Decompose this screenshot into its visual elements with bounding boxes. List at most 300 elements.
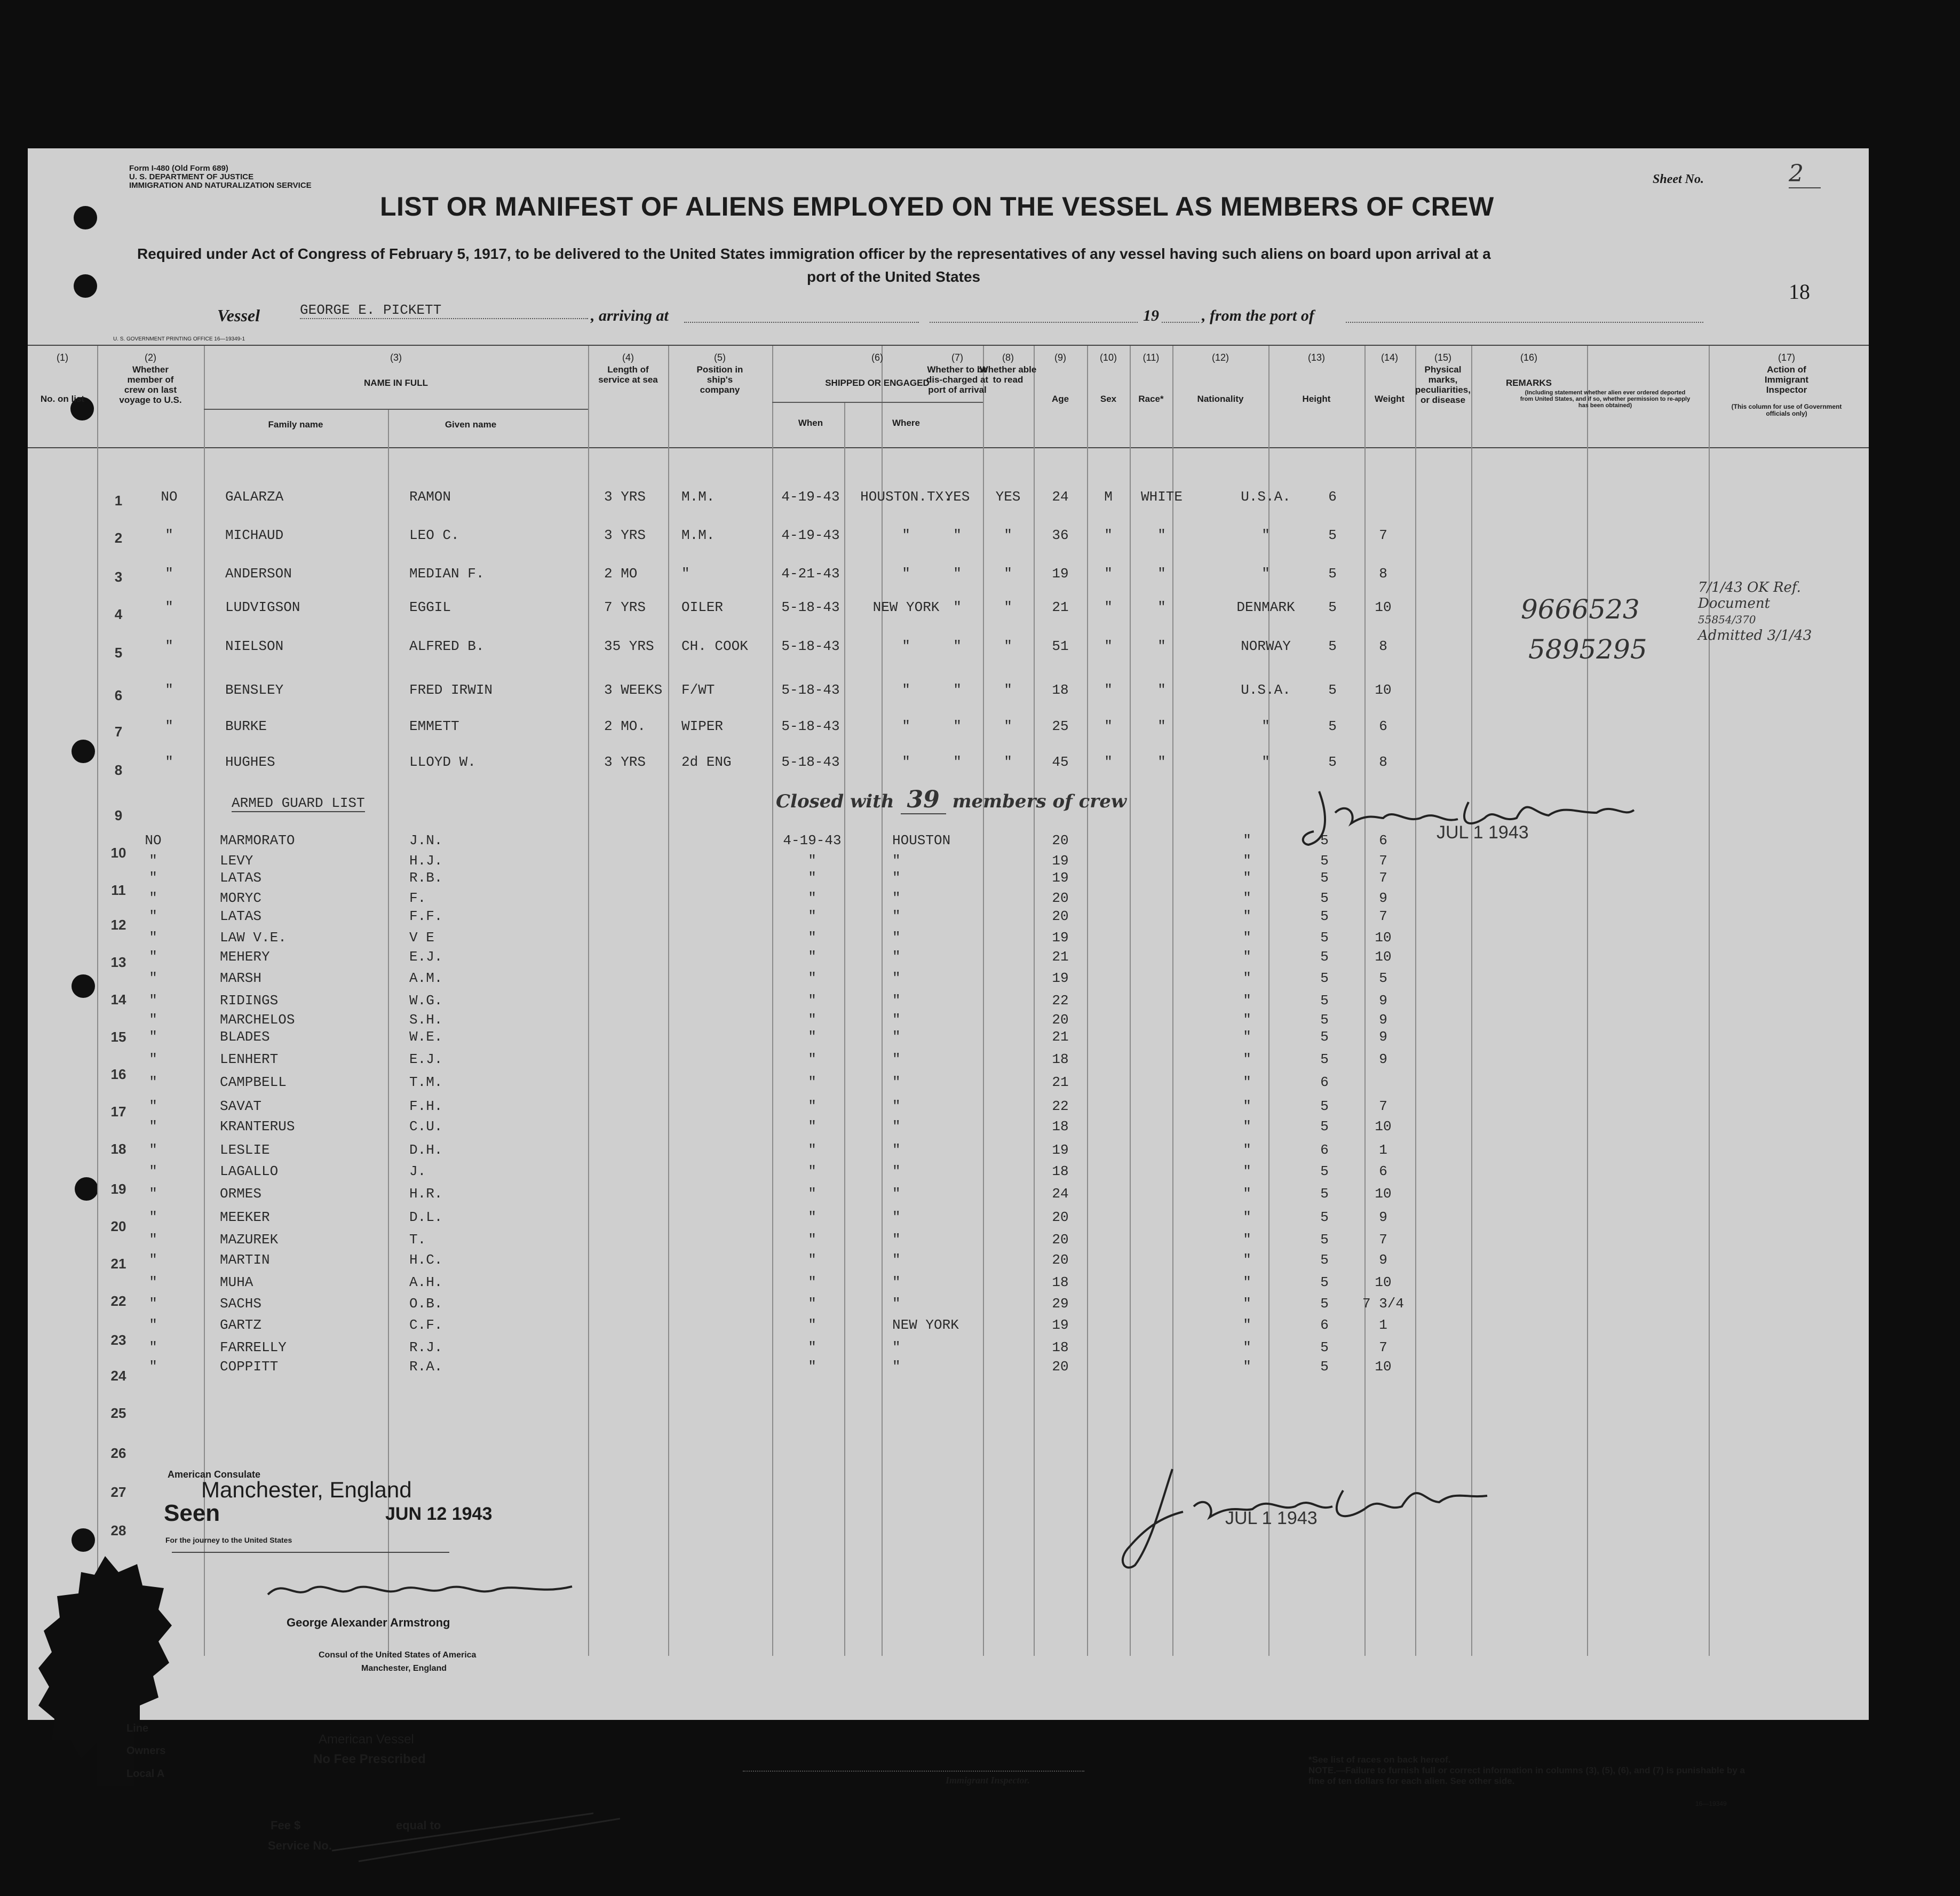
guard-weight: 9 (1379, 1252, 1387, 1268)
column-number: (6) (871, 352, 883, 363)
guard-family: SAVAT (220, 1098, 262, 1114)
guard-family: MAZUREK (220, 1232, 279, 1248)
guard-where: " (892, 1118, 901, 1135)
column-rule (844, 402, 845, 1656)
crew-family: BENSLEY (225, 682, 284, 698)
guard-prev: " (149, 853, 157, 869)
guard-nat: " (1243, 1186, 1251, 1202)
guard-height: 6 (1320, 1142, 1329, 1158)
guard-weight: 7 (1379, 870, 1387, 886)
guard-prev: " (149, 1098, 157, 1114)
crew-service: 35 YRS (604, 638, 654, 654)
crew-height: 5 (1328, 718, 1337, 734)
crew-given: LEO C. (409, 527, 459, 543)
punch-hole (72, 974, 95, 998)
crew-sex: " (1104, 718, 1113, 734)
crew-race: " (1157, 754, 1166, 770)
guard-family: MORYC (220, 890, 262, 906)
guard-age: 18 (1052, 1274, 1069, 1290)
guard-prev: " (149, 1163, 157, 1179)
guard-when: " (808, 930, 816, 946)
guard-weight: 7 (1379, 853, 1387, 869)
crew-given: EGGIL (409, 599, 451, 615)
crew-read: YES (995, 489, 1021, 505)
crew-where: " (902, 682, 910, 698)
vessel-name: GEORGE E. PICKETT (300, 302, 588, 319)
guard-height: 5 (1320, 1209, 1329, 1225)
guard-when: " (808, 1051, 816, 1067)
row-number: 25 (110, 1405, 126, 1421)
column-header-1: No. on list (40, 394, 85, 404)
page-number: 18 (1789, 280, 1810, 304)
row-number: 2 (114, 530, 123, 546)
guard-age: 18 (1052, 1051, 1069, 1067)
guard-given: F.F. (409, 908, 443, 924)
guard-family: ORMES (220, 1186, 262, 1202)
guard-when: " (808, 1274, 816, 1290)
american-vessel-stamp: American Vessel (319, 1732, 414, 1747)
guard-where: " (892, 970, 901, 986)
crew-nationality: " (1261, 754, 1270, 770)
guard-weight: 9 (1379, 890, 1387, 906)
guard-nat: " (1243, 853, 1251, 869)
row-number: 23 (110, 1332, 126, 1348)
closed-suffix: members of crew (952, 791, 1127, 812)
crew-weight: 10 (1375, 682, 1392, 698)
crew-nationality: " (1261, 566, 1270, 582)
guard-prev: " (149, 949, 157, 965)
column-number: (5) (714, 352, 726, 363)
guard-nat: " (1243, 949, 1251, 965)
arriving-blank (684, 322, 919, 323)
guard-nat: " (1243, 890, 1251, 906)
crew-when: 4-19-43 (781, 527, 840, 543)
guard-prev: NO (145, 832, 162, 848)
crew-prev: NO (161, 489, 178, 505)
crew-where: " (902, 754, 910, 770)
consul-name: George Alexander Armstrong (287, 1616, 450, 1629)
crew-service: 3 WEEKS (604, 682, 663, 698)
immigrant-inspector-label: Immigrant Inspector. (946, 1775, 1030, 1786)
column-number: (11) (1142, 352, 1160, 363)
inspector-action-note (1698, 580, 1812, 644)
guard-nat: " (1243, 870, 1251, 886)
crew-position: 2d ENG (681, 754, 732, 770)
year-blank (1162, 322, 1199, 323)
column-number: (15) (1434, 352, 1452, 363)
guard-where: " (892, 908, 901, 924)
guard-nat: " (1243, 1232, 1251, 1248)
crew-weight: 8 (1379, 638, 1387, 654)
crew-sex: " (1104, 527, 1113, 543)
punch-hole (72, 1528, 95, 1552)
crew-family: GALARZA (225, 489, 284, 505)
guard-age: 18 (1052, 1118, 1069, 1135)
guard-where: " (892, 1142, 901, 1158)
punch-hole (74, 274, 97, 298)
crew-given: FRED IRWIN (409, 682, 493, 698)
arriving-label: , arriving at (591, 307, 669, 324)
department-name: U. S. DEPARTMENT OF JUSTICE (129, 172, 254, 181)
row-number: 18 (110, 1141, 126, 1157)
guard-when: " (808, 970, 816, 986)
column-number: (12) (1211, 352, 1229, 363)
column-header-17: Action of Immigrant Inspector (1764, 364, 1809, 395)
row-number: 19 (110, 1181, 126, 1197)
column-rule (97, 346, 98, 1656)
crew-nationality: NORWAY (1241, 638, 1291, 654)
guard-nat: " (1243, 1296, 1251, 1312)
guard-age: 19 (1052, 970, 1069, 986)
guard-nat: " (1243, 832, 1251, 848)
guard-given: J. (409, 1163, 426, 1179)
guard-family: LEVY (220, 853, 253, 869)
guard-family: MEEKER (220, 1209, 270, 1225)
punch-hole (75, 1177, 98, 1201)
guard-height: 5 (1320, 853, 1329, 869)
column-header-10: Sex (1100, 394, 1117, 404)
column-rule (388, 410, 389, 1656)
row-number: 15 (110, 1029, 126, 1045)
guard-age: 20 (1052, 908, 1069, 924)
guard-nat: " (1243, 1142, 1251, 1158)
crew-when: 4-21-43 (781, 566, 840, 582)
guard-prev: " (149, 1339, 157, 1355)
column-header-2: Whether member of crew on last voyage to U.S. (119, 364, 182, 405)
guard-age: 19 (1052, 1317, 1069, 1333)
guard-weight: 5 (1379, 970, 1387, 986)
crew-given: LLOYD W. (409, 754, 476, 770)
guard-nat: " (1243, 970, 1251, 986)
crew-family: NIELSON (225, 638, 284, 654)
punch-hole (72, 740, 95, 763)
guard-age: 19 (1052, 930, 1069, 946)
service-name: IMMIGRATION AND NATURALIZATION SERVICE (129, 181, 312, 190)
guard-when: " (808, 1098, 816, 1114)
guard-age: 18 (1052, 1163, 1069, 1179)
from-port-blank (1346, 322, 1703, 323)
printing-office: U. S. GOVERNMENT PRINTING OFFICE 16—19349-1 (113, 336, 245, 342)
column-number: (7) (951, 352, 963, 363)
guard-height: 6 (1320, 1074, 1329, 1090)
guard-when: " (808, 1118, 816, 1135)
guard-when: " (808, 1232, 816, 1248)
column-header-7: Whether to be dis-charged at port of arrival (926, 364, 989, 395)
guard-when: " (808, 853, 816, 869)
guard-family: FARRELLY (220, 1339, 287, 1355)
crew-height: 5 (1328, 754, 1337, 770)
guard-nat: " (1243, 1098, 1251, 1114)
closed-note (776, 786, 1126, 813)
guard-when: " (808, 1317, 816, 1333)
guard-prev: " (149, 970, 157, 986)
guard-when: " (808, 949, 816, 965)
guard-family: MARCHELOS (220, 1012, 295, 1028)
guard-weight: 10 (1375, 1274, 1392, 1290)
guard-where: HOUSTON (892, 832, 951, 848)
crew-given: ALFRED B. (409, 638, 485, 654)
vessel-label: Vessel (217, 306, 260, 325)
manifest-sheet (28, 148, 1869, 1852)
crew-prev: " (165, 718, 173, 734)
crew-race: " (1157, 566, 1166, 582)
journey-rule (172, 1552, 449, 1553)
crew-when: 5-18-43 (781, 754, 840, 770)
guard-nat: " (1243, 1118, 1251, 1135)
guard-prev: " (149, 1252, 157, 1268)
guard-nat: " (1243, 1317, 1251, 1333)
guard-prev: " (149, 1296, 157, 1312)
guard-prev: " (149, 993, 157, 1009)
guard-family: RIDINGS (220, 993, 279, 1009)
guard-where: " (892, 930, 901, 946)
subtitle-line1: Required under Act of Congress of February 5, 1917, to be delivered to the United States immigration officer by the representatives of any vessel having such aliens on board upon arrival at a (137, 245, 1491, 262)
crew-discharged: " (953, 718, 962, 734)
guard-nat: " (1243, 930, 1251, 946)
crew-sex: " (1104, 638, 1113, 654)
row-number: 26 (110, 1445, 126, 1461)
guard-age: 19 (1052, 853, 1069, 869)
guard-when: " (808, 1252, 816, 1268)
crew-position: OILER (681, 599, 724, 615)
guard-height: 5 (1320, 1274, 1329, 1290)
crew-position: CH. COOK (681, 638, 748, 654)
closed-count: 39 (901, 786, 946, 814)
crew-when: 5-18-43 (781, 718, 840, 734)
crew-family: HUGHES (225, 754, 275, 770)
crew-read: " (1004, 566, 1012, 582)
guard-weight: 10 (1375, 1359, 1392, 1375)
guard-height: 5 (1320, 949, 1329, 965)
guard-where: " (892, 890, 901, 906)
guard-prev: " (149, 1051, 157, 1067)
guard-family: LATAS (220, 870, 262, 886)
inspector-date-stamp-2: JUL 1 1943 (1225, 1508, 1318, 1528)
row-number: 22 (110, 1293, 126, 1309)
crew-read: " (1004, 638, 1012, 654)
guard-weight: 7 (1379, 1098, 1387, 1114)
guard-weight: 10 (1375, 930, 1392, 946)
crew-service: 3 YRS (604, 489, 646, 505)
guard-when: " (808, 1012, 816, 1028)
guard-where: " (892, 1232, 901, 1248)
crew-where: " (902, 527, 910, 543)
guard-family: LAW V.E. (220, 930, 287, 946)
action-line2: Document (1698, 596, 1771, 612)
crew-discharged: " (953, 754, 962, 770)
guard-family: MUHA (220, 1274, 253, 1290)
inspector-date-stamp-1: JUL 1 1943 (1437, 822, 1529, 843)
row-number: 16 (110, 1066, 126, 1082)
guard-nat: " (1243, 1274, 1251, 1290)
where-head: Where (892, 418, 920, 428)
crew-race: " (1157, 638, 1166, 654)
guard-height: 5 (1320, 1098, 1329, 1114)
guard-where: NEW YORK (892, 1317, 959, 1333)
guard-prev: " (149, 1142, 157, 1158)
crew-family: ANDERSON (225, 566, 292, 582)
guard-height: 6 (1320, 1317, 1329, 1333)
crew-sex: " (1104, 566, 1113, 582)
column-number: (13) (1307, 352, 1326, 363)
crew-weight: 10 (1375, 599, 1392, 615)
column-rule (588, 346, 589, 1656)
guard-when: " (808, 1339, 816, 1355)
crew-when: 5-18-43 (781, 682, 840, 698)
guard-given: R.J. (409, 1339, 443, 1355)
crew-height: 5 (1328, 566, 1337, 582)
guard-nat: " (1243, 1209, 1251, 1225)
column-number: (1) (57, 352, 68, 363)
guard-height: 5 (1320, 1252, 1329, 1268)
equal-to-label: equal to (396, 1819, 441, 1832)
row-number: 21 (110, 1256, 126, 1272)
crew-discharged: " (953, 527, 962, 543)
guard-height: 5 (1320, 1029, 1329, 1045)
consulate-label: American Consulate (168, 1469, 261, 1480)
guard-height: 5 (1320, 930, 1329, 946)
column-header-13: Height (1302, 394, 1331, 404)
crew-when: 5-18-43 (781, 599, 840, 615)
row-number: 4 (114, 606, 123, 622)
guard-weight: 1 (1379, 1317, 1387, 1333)
crew-sex: " (1104, 599, 1113, 615)
guard-given: F. (409, 890, 426, 906)
guard-where: " (892, 993, 901, 1009)
guard-nat: " (1243, 1359, 1251, 1375)
guard-age: 20 (1052, 1232, 1069, 1248)
guard-where: " (892, 1209, 901, 1225)
guard-weight: 10 (1375, 1186, 1392, 1202)
form-number: Form I-480 (Old Form 689) (129, 164, 228, 173)
guard-age: 21 (1052, 1074, 1069, 1090)
crew-family: MICHAUD (225, 527, 284, 543)
crew-position: " (681, 566, 690, 582)
guard-given: H.C. (409, 1252, 443, 1268)
row-number: 6 (114, 687, 123, 703)
guard-where: " (892, 1339, 901, 1355)
column-rule (1087, 346, 1088, 1656)
column-number: (9) (1054, 352, 1066, 363)
row-number: 10 (110, 845, 126, 861)
guard-family: LATAS (220, 908, 262, 924)
subtitle-line2: port of the United States (807, 268, 981, 285)
crew-when: 4-19-43 (781, 489, 840, 505)
header-bottom-rule (28, 447, 1869, 448)
closed-prefix: Closed with (776, 791, 894, 812)
guard-given: S.H. (409, 1012, 443, 1028)
guard-age: 24 (1052, 1186, 1069, 1202)
when-head: When (798, 418, 823, 428)
guard-when: " (808, 1029, 816, 1045)
consulate-city: Manchester, England (201, 1477, 412, 1502)
guard-family: LAGALLO (220, 1163, 279, 1179)
guard-family: COPPITT (220, 1359, 279, 1375)
crew-prev: " (165, 527, 173, 543)
crew-where: " (902, 718, 910, 734)
guard-age: 20 (1052, 1012, 1069, 1028)
guard-prev: " (149, 1232, 157, 1248)
table-top-rule (28, 345, 1869, 346)
column-number: (2) (145, 352, 156, 363)
year-label: 19 (1143, 307, 1159, 324)
seen-date: JUN 12 1943 (385, 1504, 493, 1524)
service-no-label: Service No. (268, 1839, 332, 1852)
crew-height: 5 (1328, 599, 1337, 615)
guard-given: O.B. (409, 1296, 443, 1312)
guard-given: D.L. (409, 1209, 443, 1225)
guard-given: D.H. (409, 1142, 443, 1158)
guard-weight: 9 (1379, 1051, 1387, 1067)
crew-race: " (1157, 718, 1166, 734)
column-rule (772, 346, 773, 1656)
crew-age: 36 (1052, 527, 1069, 543)
crew-discharged: " (953, 638, 962, 654)
armed-guard-title: ARMED GUARD LIST (232, 795, 365, 811)
crew-nationality: DENMARK (1236, 599, 1295, 615)
column-header-14: Weight (1374, 394, 1405, 404)
crew-prev: " (165, 682, 173, 698)
row-number: 7 (114, 724, 123, 740)
column-header-9: Age (1051, 394, 1069, 404)
column-header-11: Race* (1138, 394, 1164, 404)
crew-race: " (1157, 527, 1166, 543)
guard-where: " (892, 1163, 901, 1179)
family-name-head: Family name (268, 419, 323, 430)
guard-weight: 9 (1379, 1209, 1387, 1225)
crew-age: 21 (1052, 599, 1069, 615)
guard-family: BLADES (220, 1029, 270, 1045)
guard-given: W.E. (409, 1029, 443, 1045)
action-note: (This column for use of Government officials only) (1731, 403, 1842, 417)
crew-given: EMMETT (409, 718, 459, 734)
row-number: 5 (114, 645, 123, 661)
crew-prev: " (165, 754, 173, 770)
guard-where: " (892, 1012, 901, 1028)
row-number: 8 (114, 762, 123, 778)
crew-discharged: " (953, 566, 962, 582)
crew-race: " (1157, 599, 1166, 615)
guard-weight: 6 (1379, 1163, 1387, 1179)
guard-age: 20 (1052, 832, 1069, 848)
guard-height: 5 (1320, 1186, 1329, 1202)
no-fee-stamp: No Fee Prescribed (313, 1752, 426, 1766)
guard-prev: " (149, 1274, 157, 1290)
guard-prev: " (149, 1118, 157, 1135)
row-number: 27 (110, 1484, 126, 1500)
guard-given: F.H. (409, 1098, 443, 1114)
action-line1: 7/1/43 OK Ref. (1698, 580, 1801, 596)
footer-code: 16—19349 (1695, 1800, 1727, 1807)
guard-height: 5 (1320, 1339, 1329, 1355)
guard-height: 5 (1320, 832, 1329, 848)
guard-when: " (808, 1209, 816, 1225)
crew-nationality: U.S.A. (1241, 489, 1291, 505)
guard-age: 20 (1052, 1209, 1069, 1225)
crew-when: 5-18-43 (781, 638, 840, 654)
column-rule (983, 346, 984, 1656)
crew-race: WHITE (1140, 489, 1183, 505)
guard-age: 22 (1052, 993, 1069, 1009)
crew-prev: " (165, 599, 173, 615)
guard-given: H.R. (409, 1186, 443, 1202)
remarks-number-1: 9666523 (1521, 594, 1640, 625)
date-blank (930, 322, 1138, 323)
guard-weight: 9 (1379, 993, 1387, 1009)
guard-prev: " (149, 1317, 157, 1333)
crew-discharged: " (953, 599, 962, 615)
fee-strike-lines (327, 1803, 625, 1867)
